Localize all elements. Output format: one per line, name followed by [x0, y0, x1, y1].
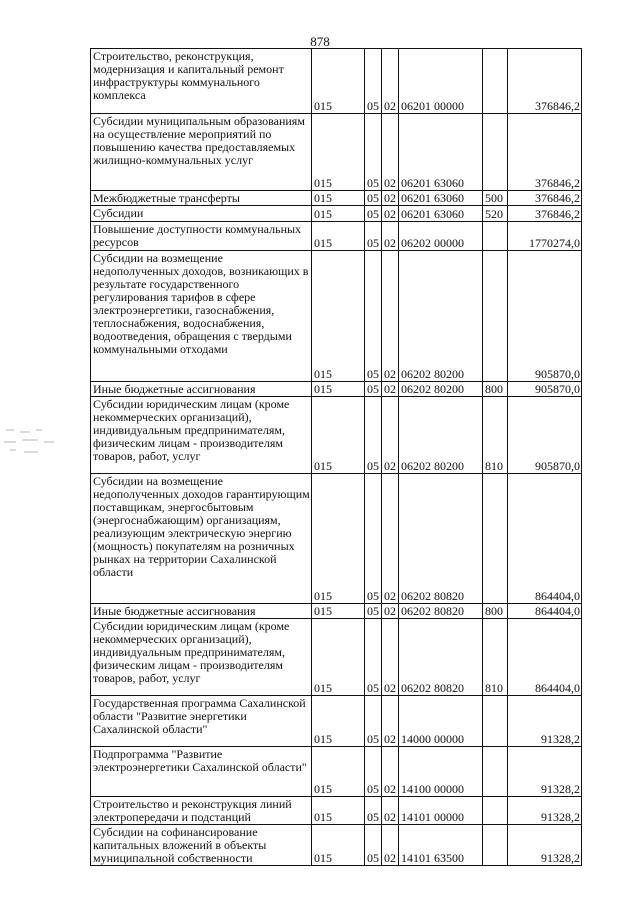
- row-name: Иные бюджетные ассигнования: [91, 382, 312, 397]
- target-article-code: 06202 80820: [399, 604, 483, 619]
- row-name: Субсидии юридическим лицам (кроме некоммерческих организаций), индивидуальным предпринимателям, физическим лицам - производителям товаров, работ, услуг: [91, 619, 312, 696]
- table-row: [91, 604, 582, 619]
- scan-artifact: [0, 420, 70, 470]
- subsection-code: 02: [382, 604, 399, 619]
- target-article-code: 06202 80820: [399, 619, 483, 696]
- subsection-code: 02: [382, 382, 399, 397]
- target-article-code: 14101 63500: [399, 825, 483, 866]
- section-code: 05: [365, 397, 382, 474]
- section-code: 05: [365, 797, 382, 825]
- subsection-code: 02: [382, 114, 399, 191]
- target-article-code: 06201 00000: [399, 49, 483, 114]
- expense-type-code: [483, 825, 508, 866]
- amount: 905870,0: [508, 397, 582, 474]
- expense-type-code: [483, 114, 508, 191]
- subsection-code: 02: [382, 696, 399, 747]
- table-row: [91, 747, 582, 797]
- ministry-code: 015: [312, 49, 365, 114]
- ministry-code: 015: [312, 797, 365, 825]
- ministry-code: 015: [312, 382, 365, 397]
- target-article-code: 06202 80820: [399, 474, 483, 604]
- amount: 905870,0: [508, 382, 582, 397]
- ministry-code: 015: [312, 619, 365, 696]
- table-row: [91, 206, 582, 222]
- row-name: Подпрограмма "Развитие электроэнергетики Сахалинской области": [91, 747, 312, 797]
- expense-type-code: 520: [483, 206, 508, 222]
- ministry-code: 015: [312, 604, 365, 619]
- table-row: [91, 114, 582, 191]
- subsection-code: 02: [382, 825, 399, 866]
- section-code: 05: [365, 206, 382, 222]
- table-row: [91, 251, 582, 382]
- page-number: 878: [310, 34, 330, 49]
- subsection-code: 02: [382, 747, 399, 797]
- table-row: [91, 49, 582, 114]
- subsection-code: 02: [382, 397, 399, 474]
- table-row: [91, 397, 582, 474]
- target-article-code: 14100 00000: [399, 747, 483, 797]
- ministry-code: 015: [312, 474, 365, 604]
- section-code: 05: [365, 619, 382, 696]
- ministry-code: 015: [312, 747, 365, 797]
- subsection-code: 02: [382, 251, 399, 382]
- target-article-code: 14000 00000: [399, 696, 483, 747]
- row-name: Иные бюджетные ассигнования: [91, 604, 312, 619]
- amount: 91328,2: [508, 797, 582, 825]
- amount: 376846,2: [508, 49, 582, 114]
- table-row: [91, 474, 582, 604]
- budget-table: [90, 48, 582, 866]
- row-name: Субсидии на софинансирование капитальных вложений в объекты муниципальной собственности: [91, 825, 312, 866]
- amount: 91328,2: [508, 696, 582, 747]
- amount: 864404,0: [508, 604, 582, 619]
- amount: 91328,2: [508, 825, 582, 866]
- ministry-code: 015: [312, 191, 365, 206]
- target-article-code: 06201 63060: [399, 114, 483, 191]
- section-code: 05: [365, 49, 382, 114]
- section-code: 05: [365, 222, 382, 251]
- amount: 376846,2: [508, 206, 582, 222]
- row-name: Межбюджетные трансферты: [91, 191, 312, 206]
- row-name: Субсидии муниципальным образованиям на осуществление мероприятий по повышению качества предоставляемых жилищно-коммунальных услуг: [91, 114, 312, 191]
- amount: 91328,2: [508, 747, 582, 797]
- ministry-code: 015: [312, 696, 365, 747]
- section-code: 05: [365, 191, 382, 206]
- expense-type-code: [483, 222, 508, 251]
- row-name: Субсидии на возмещение недополученных доходов, возникающих в результате государственного регулирования тарифов в сфере электроэнергетики, газоснабжения, теплоснабжения, водоснабжения, водоотведения, обращения с твердыми коммунальными отходами: [91, 251, 312, 382]
- table-row: [91, 825, 582, 866]
- expense-type-code: 810: [483, 397, 508, 474]
- ministry-code: 015: [312, 206, 365, 222]
- expense-type-code: [483, 696, 508, 747]
- subsection-code: 02: [382, 49, 399, 114]
- subsection-code: 02: [382, 222, 399, 251]
- row-name: Повышение доступности коммунальных ресурсов: [91, 222, 312, 251]
- ministry-code: 015: [312, 825, 365, 866]
- target-article-code: 06202 80200: [399, 382, 483, 397]
- expense-type-code: [483, 251, 508, 382]
- amount: 864404,0: [508, 474, 582, 604]
- expense-type-code: 810: [483, 619, 508, 696]
- expense-type-code: [483, 747, 508, 797]
- budget-table-body: [91, 49, 582, 866]
- subsection-code: 02: [382, 206, 399, 222]
- section-code: 05: [365, 251, 382, 382]
- row-name: Субсидии на возмещение недополученных доходов гарантирующим поставщикам, энергосбытовым (энергоснабжающим) организациям, реализующим электрическую энергию (мощность) покупателям на розничных рынках на территории Сахалинской области: [91, 474, 312, 604]
- table-row: [91, 797, 582, 825]
- section-code: 05: [365, 114, 382, 191]
- section-code: 05: [365, 382, 382, 397]
- section-code: 05: [365, 604, 382, 619]
- subsection-code: 02: [382, 619, 399, 696]
- expense-type-code: 500: [483, 191, 508, 206]
- expense-type-code: 800: [483, 382, 508, 397]
- amount: 376846,2: [508, 191, 582, 206]
- amount: 905870,0: [508, 251, 582, 382]
- subsection-code: 02: [382, 474, 399, 604]
- section-code: 05: [365, 825, 382, 866]
- amount: 864404,0: [508, 619, 582, 696]
- row-name: Государственная программа Сахалинской области "Развитие энергетики Сахалинской области": [91, 696, 312, 747]
- ministry-code: 015: [312, 397, 365, 474]
- amount: 1770274,0: [508, 222, 582, 251]
- subsection-code: 02: [382, 191, 399, 206]
- target-article-code: 06202 80200: [399, 251, 483, 382]
- target-article-code: 06201 63060: [399, 206, 483, 222]
- expense-type-code: [483, 797, 508, 825]
- subsection-code: 02: [382, 797, 399, 825]
- table-row: [91, 222, 582, 251]
- table-row: [91, 191, 582, 206]
- expense-type-code: 800: [483, 604, 508, 619]
- expense-type-code: [483, 49, 508, 114]
- target-article-code: 14101 00000: [399, 797, 483, 825]
- table-row: [91, 619, 582, 696]
- section-code: 05: [365, 474, 382, 604]
- target-article-code: 06202 00000: [399, 222, 483, 251]
- ministry-code: 015: [312, 251, 365, 382]
- table-row: [91, 696, 582, 747]
- ministry-code: 015: [312, 114, 365, 191]
- table-row: [91, 382, 582, 397]
- row-name: Субсидии: [91, 206, 312, 222]
- row-name: Строительство и реконструкция линий электропередачи и подстанций: [91, 797, 312, 825]
- ministry-code: 015: [312, 222, 365, 251]
- expense-type-code: [483, 474, 508, 604]
- target-article-code: 06202 80200: [399, 397, 483, 474]
- target-article-code: 06201 63060: [399, 191, 483, 206]
- section-code: 05: [365, 747, 382, 797]
- section-code: 05: [365, 696, 382, 747]
- amount: 376846,2: [508, 114, 582, 191]
- row-name: Строительство, реконструкция, модернизация и капитальный ремонт инфраструктуры коммунального комплекса: [91, 49, 312, 114]
- row-name: Субсидии юридическим лицам (кроме некоммерческих организаций), индивидуальным предпринимателям, физическим лицам - производителям товаров, работ, услуг: [91, 397, 312, 474]
